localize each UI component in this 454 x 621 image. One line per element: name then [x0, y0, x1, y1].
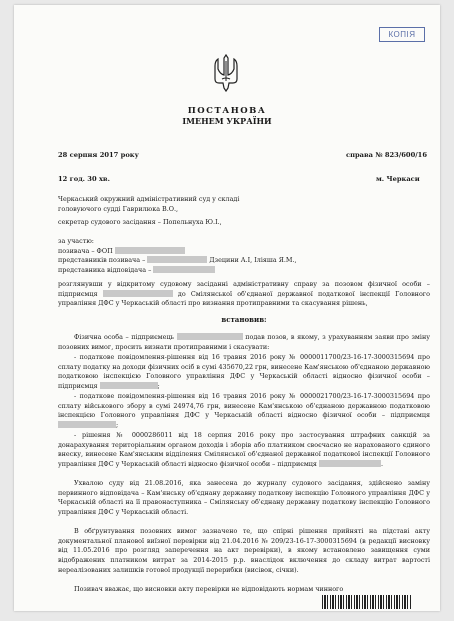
defendant-rep-line: представника відповідача – [58, 266, 430, 276]
paragraph-plaintiff-opinion: Позивач вважає, що висновки акту перевірки не відповідають нормам чинного [74, 585, 344, 593]
copy-stamp: КОПІЯ [379, 27, 425, 42]
court-line: Черкаський окружний адміністративний суд у складі [58, 195, 240, 203]
document-subtitle: ІМЕНЕМ УКРАЇНИ [182, 116, 272, 126]
city: м. Черкаси [376, 175, 420, 183]
paragraph-claim: Фізична особа – підприємець подав позов, в якому, з урахуванням заяви про зміну позовних вимог, просить визнати протиправними і скасувати: [58, 333, 430, 351]
established-heading: встановив: [221, 315, 267, 324]
decision-date: 28 серпня 2017 року [58, 151, 139, 159]
plaintiff-line: позивача – ФОП [58, 247, 430, 257]
paragraph-decision-1: - податкове повідомлення-рішення від 16 травня 2016 року № 0000011700/23-16-17-3000315694 про сплату податку на доходи фізичних осіб в сумі 435670,22 грн, винесене Кам'янською об'єднаною державною податковою інспекцією Головного управління ДФС у Черкаській області відносно фізичної особи – підприємця ; [58, 353, 430, 391]
document-title: ПОСТАНОВА [187, 106, 267, 116]
considered-paragraph: розглянувши у відкритому судовому засіданні адміністративну справу за позовом фізичної особи – підприємця до Смілянської об'єднаної державної податкової інспекції Головного управління ДФС у Черкаській області про визнання протиправними та скасування рішень, [58, 280, 430, 308]
redacted-name [100, 382, 158, 389]
participants-block [58, 237, 430, 276]
barcode [322, 595, 412, 609]
court-composition [58, 195, 430, 214]
trident-emblem-icon [211, 53, 241, 93]
redacted-name [58, 421, 116, 428]
hearing-time: 12 год. 30 хв. [58, 175, 110, 183]
case-number: справа № 823/600/16 [346, 151, 427, 159]
redacted-name [177, 333, 243, 340]
plaintiff-reps-line: представників позивача – Дзецини А.І, Іліяша Я.М., [58, 256, 297, 265]
redacted-name [153, 266, 215, 273]
document-page [14, 5, 440, 611]
paragraph-grounds: В обґрунтування позовних вимог зазначено те, що спірні рішення прийняті на підставі акту документальної планової виїзної перевірки від 21.04.2016 № 209/23-16-17-3000315694 (в редакції висновку від 11.05.2016 про розгляд заперечення на акт перевірки), в якому встановлено завищення суми відображених платником витрат за 2014-2015 р.р. внаслідок включення до складу витрат вартості нереалізованих залишків готової продукції перерибки (висівок, січки). [58, 527, 430, 574]
redacted-name [103, 290, 173, 297]
paragraph-decision-2: - податкове повідомлення-рішення від 16 травня 2016 року № 0000021700/23-16-17-3000315694 про сплату військового збору в сумі 24974,76 грн, винесене Кам'янською об'єднаною державною податковою інспекцією Головного управління ДФС у Черкаській області відносно фізичної особи – підприємця ; [58, 392, 430, 430]
redacted-name [115, 247, 185, 254]
redacted-name [147, 256, 207, 263]
paragraph-replacement: Ухвалою суду від 21.08.2016, яка занесена до журналу судового засідання, здійснено заміну первинного відповідача – Кам'янську об'єднану державну податкову інспекцію Головного управління ДФС у Черкаській області на її правонаступника – Смілянську об'єднану державну податкову інспекцію Головного управління ДФС у Черкаській області. [58, 479, 430, 517]
judge-line: головуючого судді Гаврилюка В.О., [58, 204, 179, 213]
paragraph-decision-3: - рішення № 0000286011 від 18 серпня 2016 року про застосування штрафних санкцій за донарахування територіальним органом доходів і зборів або платником своєчасно не нарахованого єдиного внеску, винесене Кам'янським відділення Смілянської об'єднаної державної податкової інспекції Головного управління ДФС у Черкаській області відносно фізичної особи – підприємця . [58, 431, 430, 469]
participants-intro: за участю: [58, 237, 94, 245]
redacted-name [319, 460, 381, 467]
secretary-line: секретар судового засідання – Попельнуха Ю.І., [58, 218, 222, 226]
